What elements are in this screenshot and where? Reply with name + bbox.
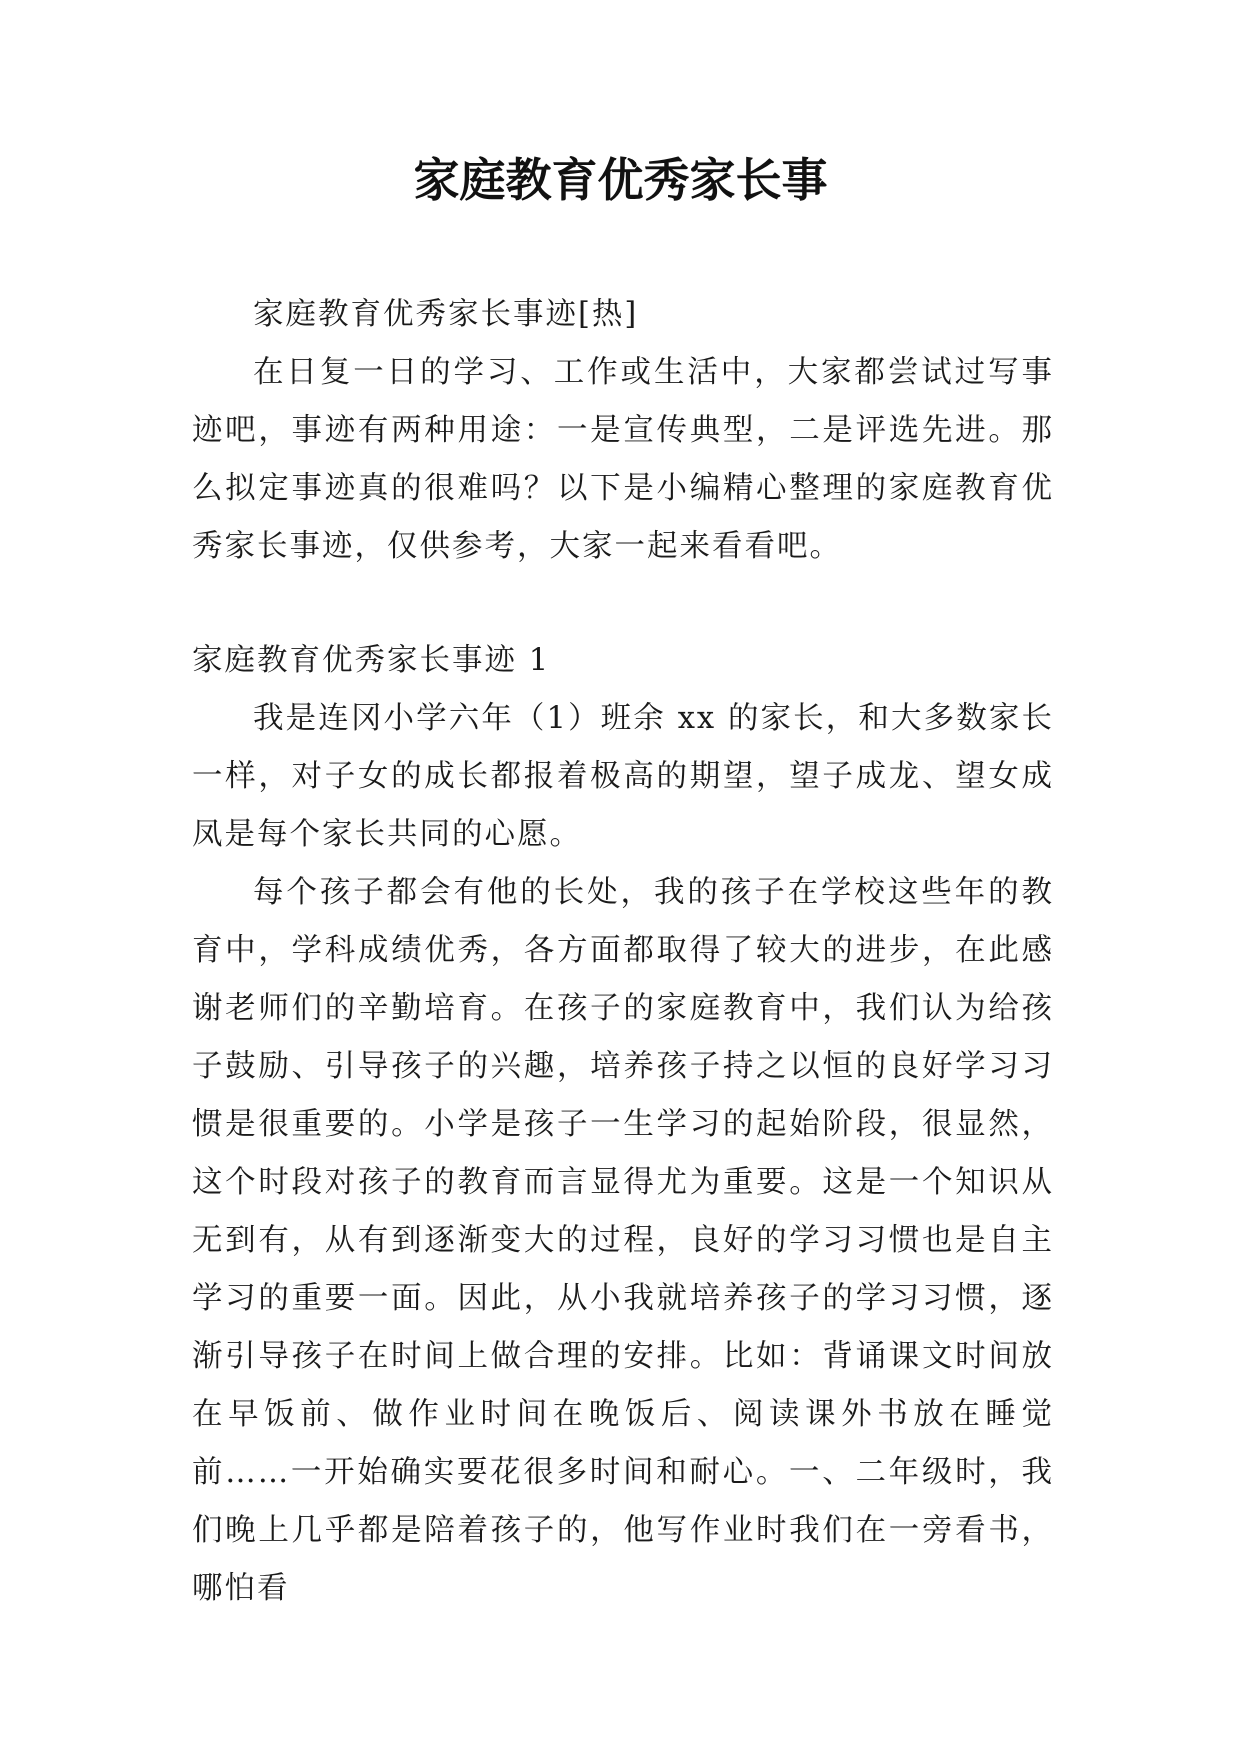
section-1	[192, 632, 1054, 1618]
section-1-paragraph-2: 每个孩子都会有他的长处，我的孩子在学校这些年的教育中，学科成绩优秀，各方面都取得了较大的进步，在此感谢老师们的辛勤培育。在孩子的家庭教育中，我们认为给孩子鼓励、引导孩子的兴趣，培养孩子持之以恒的良好学习习惯是很重要的。小学是孩子一生学习的起始阶段，很显然，这个时段对孩子的教育而言显得尤为重要。这是一个知识从无到有，从有到逐渐变大的过程，良好的学习习惯也是自主学习的重要一面。因此，从小我就培养孩子的学习习惯，逐渐引导孩子在时间上做合理的安排。比如：背诵课文时间放在早饭前、做作业时间在晚饭后、阅读课外书放在睡觉前……一开始确实要花很多时间和耐心。一、二年级时，我们晚上几乎都是陪着孩子的，他写作业时我们在一旁看书，哪怕看	[192, 875, 1054, 1606]
section-1-heading: 家庭教育优秀家长事迹 1	[192, 643, 551, 678]
intro-subtitle: 家庭教育优秀家长事迹[热]	[253, 297, 639, 332]
intro-block	[192, 286, 1054, 576]
document-title: 家庭教育优秀家长事	[413, 153, 828, 207]
section-1-paragraph-1: 我是连冈小学六年（1）班余 xx 的家长，和大多数家长一样，对子女的成长都报着极高的期望，望子成龙、望女成凤是每个家长共同的心愿。	[192, 701, 1054, 852]
intro-paragraph: 在日复一日的学习、工作或生活中，大家都尝试过写事迹吧，事迹有两种用途：一是宣传典型，二是评选先进。那么拟定事迹真的很难吗？以下是小编精心整理的家庭教育优秀家长事迹，仅供参考，大家一起来看看吧。	[192, 355, 1054, 564]
